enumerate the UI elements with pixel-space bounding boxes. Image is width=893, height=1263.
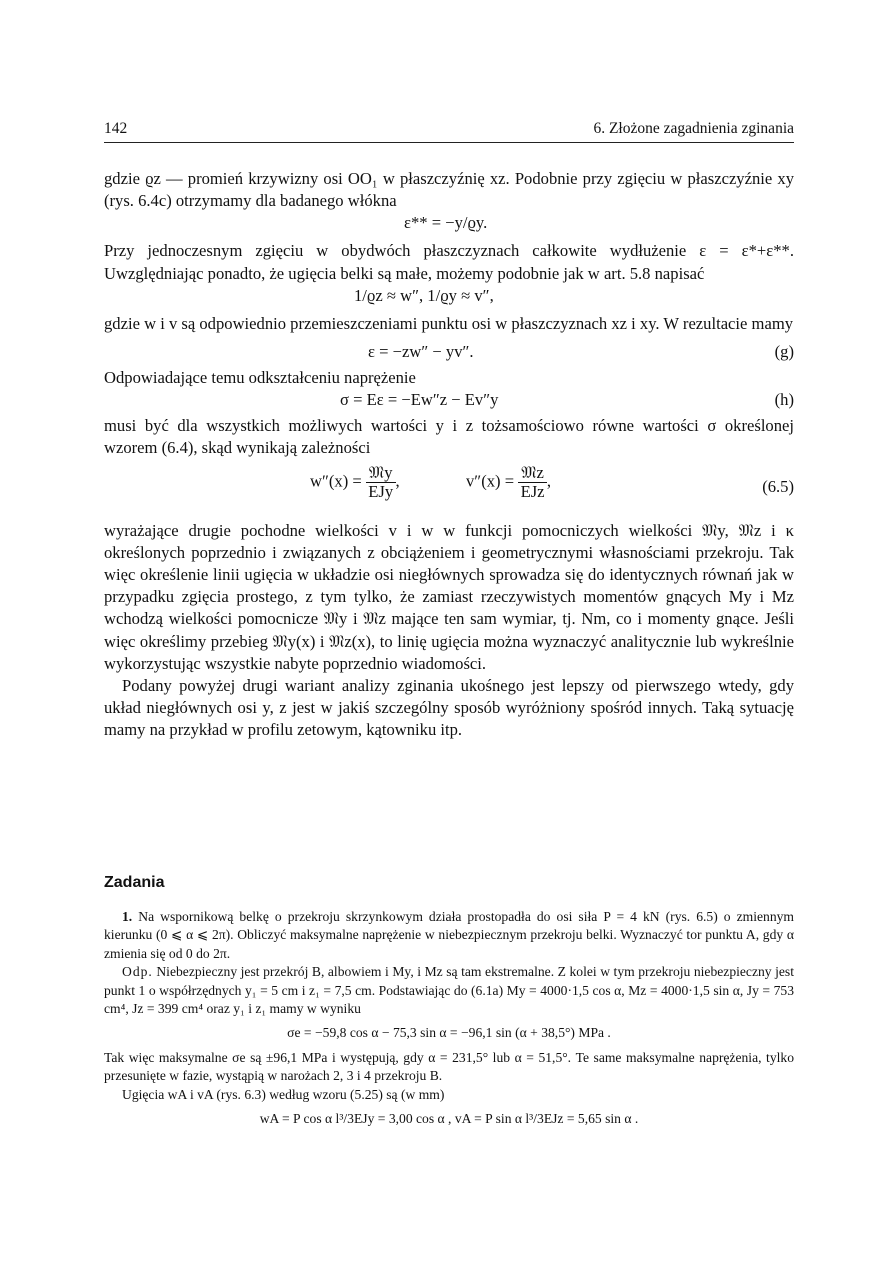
eq-right-fraction	[518, 464, 547, 501]
equation-6-5-left: w″(x) = $\frac{\text{𝔐y}}{\text{EJy}}$ ,	[310, 462, 400, 501]
page-number: 142	[104, 120, 128, 137]
equation-6-5-right: v″(x) = $\frac{\text{𝔐z}}{\text{EJz}}$ ,	[466, 462, 552, 501]
eq-left-fraction	[366, 464, 396, 501]
equation-h-formula: σ = Eε = −Ew″z − Ev″y	[340, 390, 499, 410]
answer-continuation: Tak więc maksymalne σe są ±96,1 MPa i występują, gdy α = 231,5° lub α = 51,5°. Te same maksymalne naprężenia, tylko przesunięte w fazie, wystąpią w narożach 2, 3 i 4 przekroju B.	[104, 1049, 794, 1084]
equation-g	[104, 341, 794, 365]
paragraph-1: gdzie ϱz — promień krzywizny osi OO₁ w płaszczyźnię xz. Podobnie przy zgięciu w płaszczyźnie xy (rys. 6.4c) otrzymamy dla badanego włókna	[104, 169, 794, 211]
eq-right-numerator: 𝔐z	[518, 464, 547, 483]
page-header	[104, 120, 794, 142]
equation-g-tag: (g)	[774, 342, 794, 362]
main-text	[104, 168, 794, 742]
task-1	[104, 908, 794, 963]
equation-2	[104, 285, 794, 309]
answer-label: Odp.	[122, 964, 153, 980]
equation-g-formula: ε = −zw″ − yv″.	[368, 342, 474, 362]
section-title: Zadania	[104, 874, 165, 891]
eq-left-lhs: w″(x) =	[310, 470, 362, 490]
paragraph-7: Podany powyżej drugi wariant analizy zginania ukośnego jest lepszy od pierwszego wtedy, gdy układ niegłównych osi y, z jest w jakiś szczególny sposób wyróżniony spośród innych. Taką sytuację mamy na przykład w profilu zetowym, kątowniku itp.	[104, 676, 794, 740]
equation-2-formula: 1/ϱz ≈ w″, 1/ϱy ≈ v″,	[354, 285, 494, 305]
paragraph-3: gdzie w i v są odpowiednio przemieszczeniami punktu osi w płaszczyznach xz i xy. W rezultacie mamy	[104, 313, 794, 333]
task-1-answer	[104, 963, 794, 1018]
paragraph-5: musi być dla wszystkich możliwych wartości y i z tożsamościowo równe wartości σ określonej wzorem (6.4), skąd wynikają zależności	[104, 416, 794, 458]
answer-text: Niebezpieczny jest przekrój B, albowiem i My, i Mz są tam ekstremalne. Z kolei w tym przekroju niebezpieczny jest punkt 1 o współrzędnych y₁ = 5 cm i z₁ = 7,5 cm. Podstawiając do (6.1a) My = 4000·1,5 cos α, Mz = 4000·1,5 sin α, Jy = 753 cm⁴, Jz = 399 cm⁴ oraz y₁ i z₁ mamy w wyniku	[104, 964, 795, 1017]
chapter-title: 6. Złożone zagadnienia zginania	[593, 120, 794, 137]
deflection-intro: Ugięcia wA i vA (rys. 6.3) według wzoru (5.25) są (w mm)	[122, 1086, 445, 1102]
equation-h	[104, 389, 794, 413]
task-1-text: Na wspornikową belkę o przekroju skrzynkowym działa prostopadła do osi siła P = 4 kN (rys. 6.5) o zmiennym kierunku (0 ⩽ α ⩽ 2π). Obliczyć maksymalne naprężenie w niebezpiecznym przekroju belki. Wyznaczyć tor punktu A, gdy α zmienia się od 0 do 2π.	[104, 909, 794, 961]
equation-6-5	[104, 464, 794, 516]
eq-left-denominator: EJy	[368, 481, 394, 501]
header-rule	[104, 142, 794, 143]
equation-sigma: σe = −59,8 cos α − 75,3 sin α = −96,1 sin (α + 38,5°) MPa .	[287, 1025, 611, 1041]
paragraph-6: wyrażające drugie pochodne wielkości v i w w funkcji pomocniczych wielkości 𝔐y, 𝔐z i κ określonych poprzednio i związanych z obciążeniem i geometrycznymi własnościami przekroju. Tak więc określenie linii ugięcia w układzie osi niegłównych sprowadza się do identycznych równań jak w przypadku zgięcia prostego, z tym tylko, że zamiast rzeczywistych momentów gnących My i Mz wchodzą wielkości pomocnicze 𝔐y i 𝔐z mające ten sam wymiar, tj. Nm, co i momenty gnące. Jeśli więc określimy przebieg 𝔐y(x) i 𝔐z(x), to linię ugięcia można wyznaczyć analitycznie lub wykreślnie wykorzystując wszystkie nabyte poprzednio wiadomości.	[104, 520, 794, 673]
equation-6-5-tag: (6.5)	[762, 476, 794, 496]
equation-1	[104, 212, 794, 236]
eq-right-denominator: EJz	[520, 481, 545, 501]
paragraph-2: Przy jednoczesnym zgięciu w obydwóch płaszczyznach całkowite wydłużenie ε = ε*+ε**. Uwzględniając ponadto, że ugięcia belki są małe, możemy podobnie jak w art. 5.8 napisać	[104, 241, 794, 283]
eq-right-lhs: v″(x) =	[466, 470, 515, 490]
paragraph-4: Odpowiadające temu odkształceniu naprężenie	[104, 368, 416, 388]
equation-h-tag: (h)	[774, 390, 794, 410]
task-1-label: 1.	[122, 909, 133, 924]
equation-1-formula: ε** = −y/ϱy.	[404, 213, 488, 233]
tasks-text	[104, 908, 794, 1134]
equation-deflection: wA = P cos α l³/3EJy = 3,00 cos α , vA = P sin α l³/3EJz = 5,65 sin α .	[259, 1111, 639, 1127]
eq-left-numerator: 𝔐y	[366, 464, 396, 483]
